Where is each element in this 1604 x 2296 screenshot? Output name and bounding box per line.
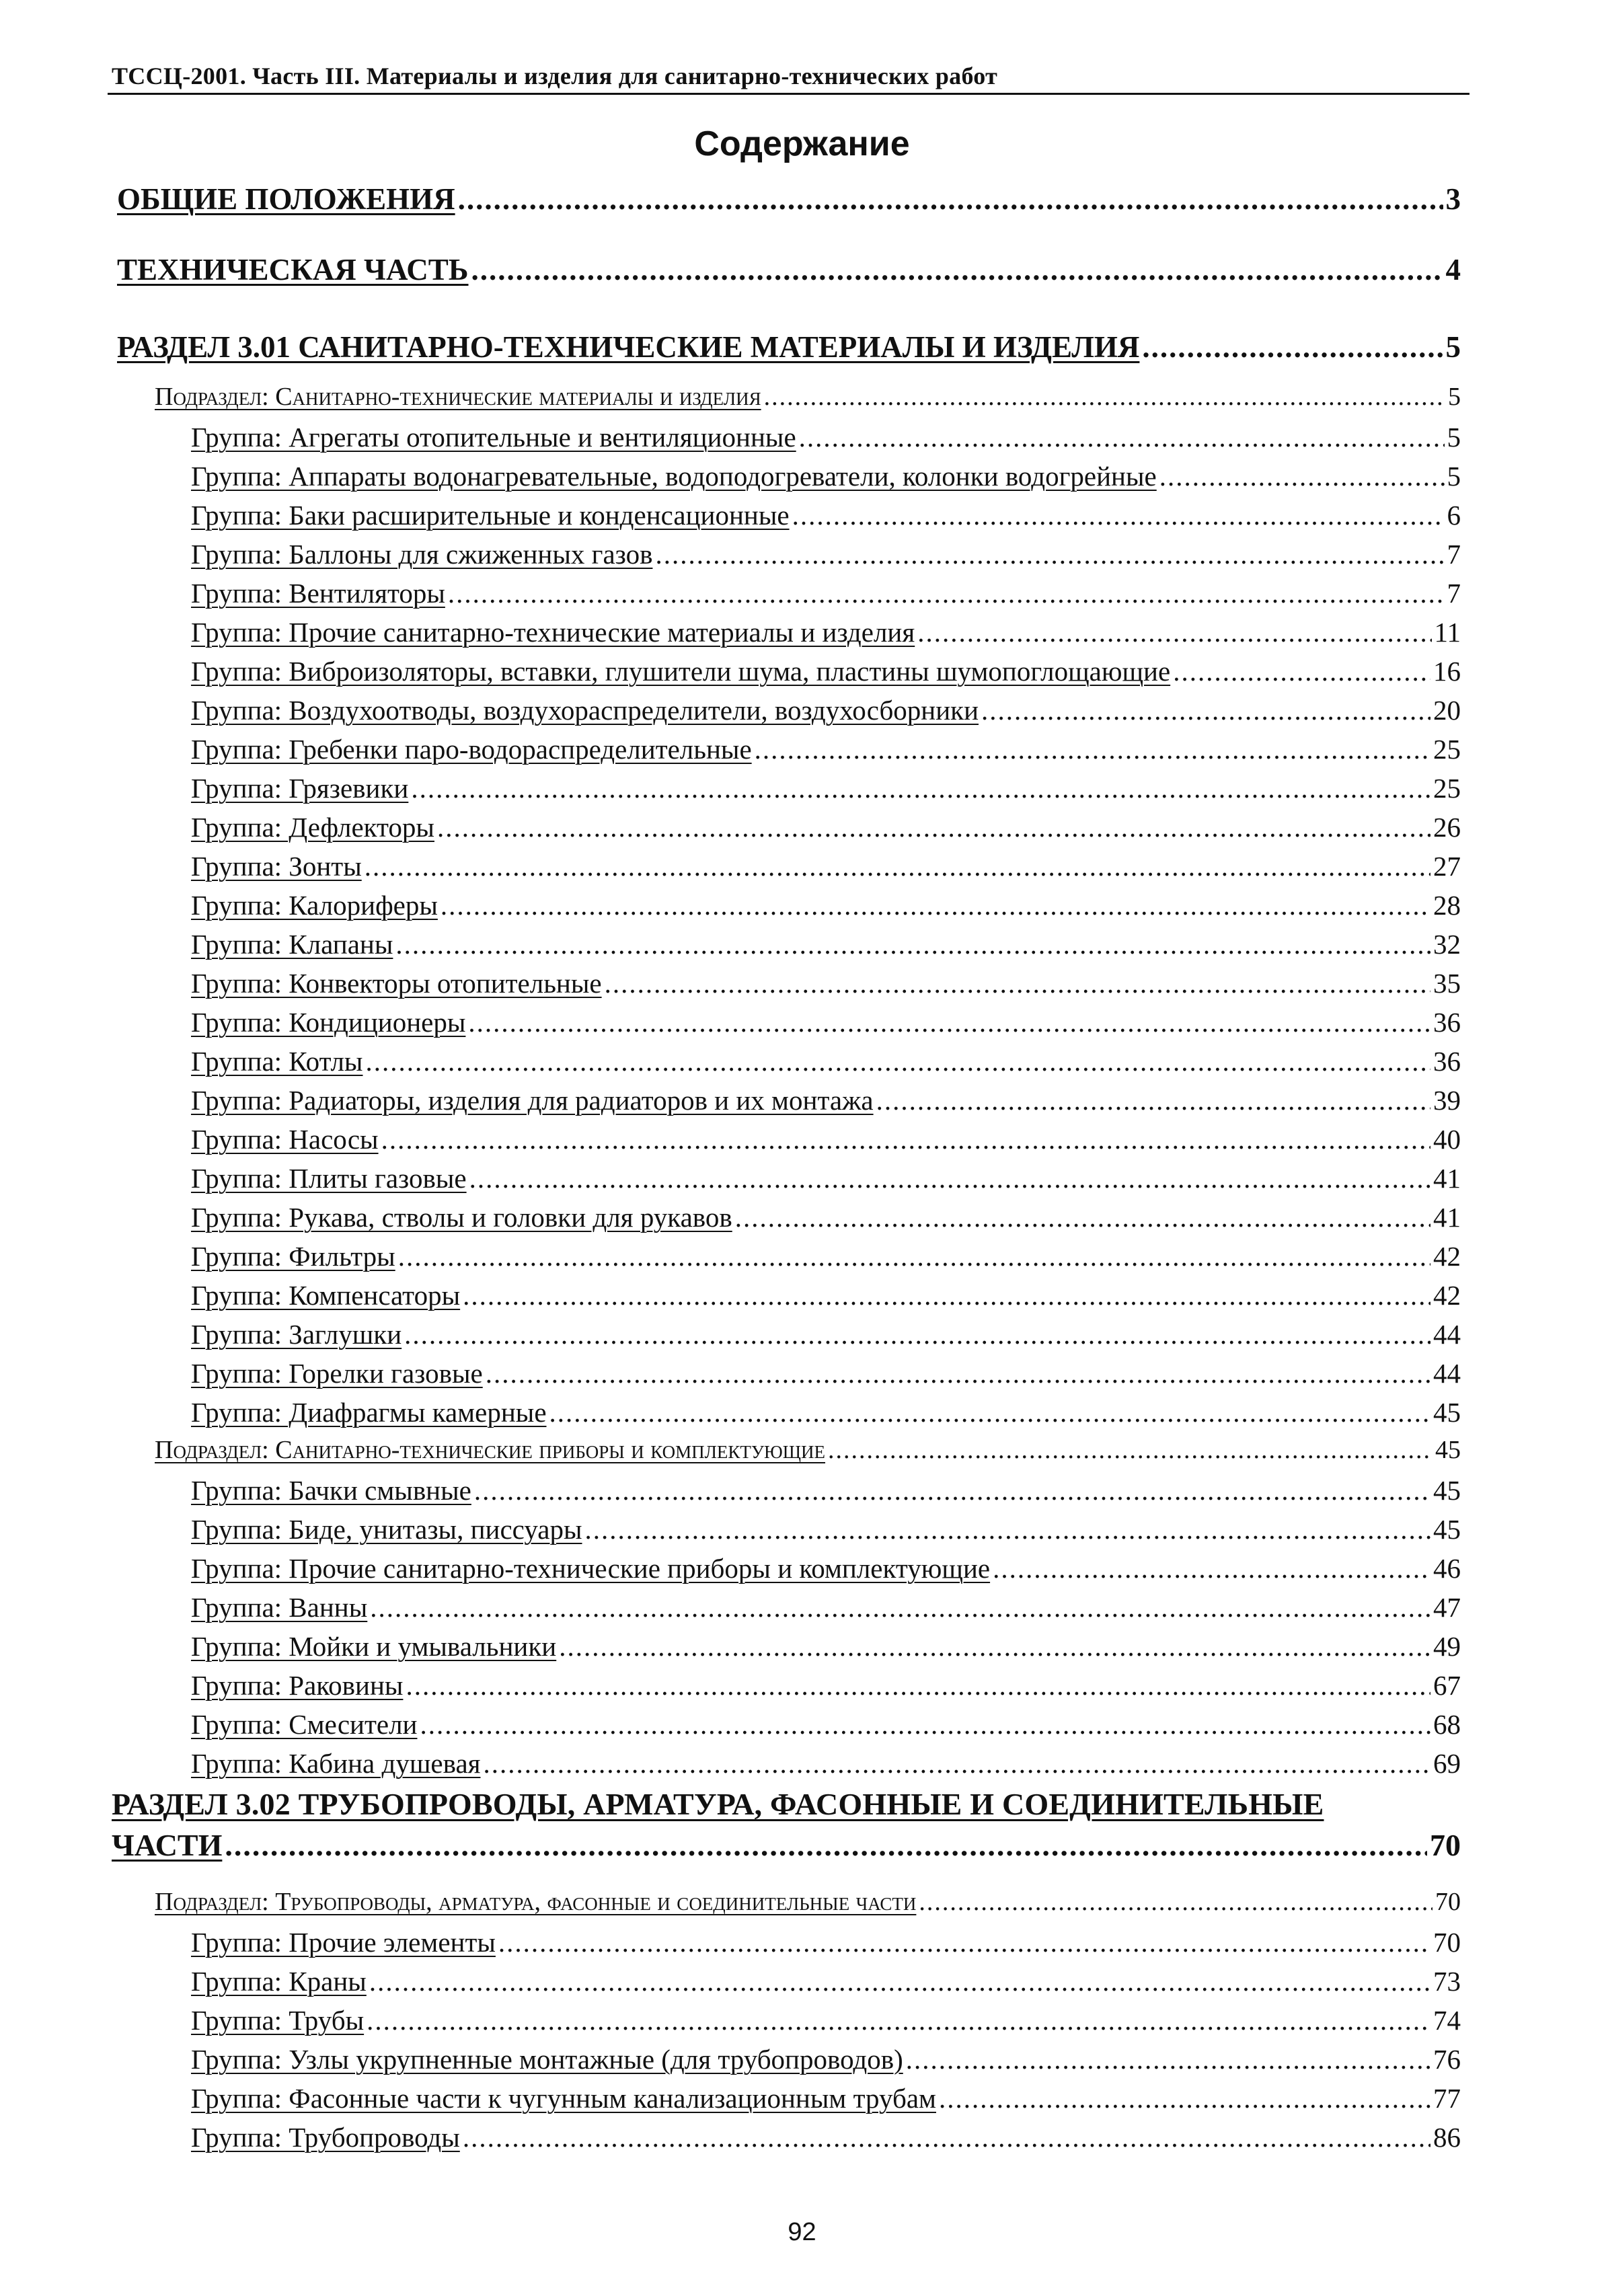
toc-group-entry[interactable] xyxy=(191,1474,1461,1506)
toc-entry-title: РАЗДЕЛ 3.02 ТРУБОПРОВОДЫ, АРМАТУРА, ФАСОННЫЕ И СОЕДИНИТЕЛЬНЫЕ xyxy=(112,1787,1324,1821)
toc-entry-title: Группа: Диафрагмы камерные xyxy=(191,1397,547,1428)
dot-leader xyxy=(498,1926,1430,1958)
toc-entry-title: Группа: Узлы укрупненные монтажные (для трубопроводов) xyxy=(191,2044,903,2075)
toc-entry-page: 27 xyxy=(1433,851,1461,882)
toc-entry-title: Группа: Горелки газовые xyxy=(191,1358,483,1389)
toc-group-entry[interactable] xyxy=(191,1318,1461,1350)
toc-group-entry[interactable] xyxy=(191,1006,1461,1038)
toc-group-entry[interactable] xyxy=(191,421,1461,453)
toc-entry-page: 11 xyxy=(1434,617,1461,648)
toc-entry-title: Группа: Прочие санитарно-технические материалы и изделия xyxy=(191,617,915,648)
dot-leader xyxy=(559,1630,1430,1662)
toc-entry-page: 35 xyxy=(1433,968,1461,999)
toc-entry-title: Группа: Плиты газовые xyxy=(191,1163,467,1194)
dot-leader xyxy=(919,1887,1433,1917)
toc-entry-page: 45 xyxy=(1433,1397,1461,1428)
dot-leader xyxy=(939,2082,1430,2114)
toc-entry-page: 36 xyxy=(1433,1046,1461,1077)
dot-leader xyxy=(735,1201,1430,1233)
toc-entry-title-continued: ЧАСТИ xyxy=(112,1828,223,1862)
toc-entry-title: Группа: Трубы xyxy=(191,2005,365,2036)
dot-leader xyxy=(369,1965,1430,1997)
toc-entry-title: Группа: Краны xyxy=(191,1966,367,1997)
toc-entry-title: Подраздел: Санитарно-технические материалы и изделия xyxy=(155,383,761,411)
toc-group-entry[interactable] xyxy=(191,1630,1461,1662)
dot-leader xyxy=(448,577,1445,609)
dot-leader xyxy=(471,252,1443,287)
toc-entry-page: 74 xyxy=(1433,2005,1461,2036)
dot-leader xyxy=(370,1591,1430,1623)
toc-entry-title: Группа: Биде, унитазы, писсуары xyxy=(191,1514,582,1545)
dot-leader xyxy=(993,1552,1430,1584)
dot-leader xyxy=(458,182,1443,217)
dot-leader xyxy=(365,1045,1430,1077)
toc-group-entry[interactable] xyxy=(191,1357,1461,1389)
toc-entry-page: 4 xyxy=(1445,253,1461,286)
toc-entry-page: 45 xyxy=(1433,1514,1461,1545)
toc-entry-page: 70 xyxy=(1433,1927,1461,1958)
toc-group-entry[interactable] xyxy=(191,1240,1461,1272)
dot-leader xyxy=(906,2043,1430,2075)
toc-entry-page: 46 xyxy=(1433,1553,1461,1584)
toc-entry-page: 5 xyxy=(1447,461,1461,492)
toc-entry-page: 28 xyxy=(1433,890,1461,921)
toc-entry-page: 5 xyxy=(1447,422,1461,453)
toc-group-entry[interactable] xyxy=(191,1513,1461,1545)
toc-group-entry[interactable] xyxy=(191,889,1461,921)
toc-entry-page: 77 xyxy=(1433,2083,1461,2114)
toc-entry-page: 25 xyxy=(1433,773,1461,804)
dot-leader xyxy=(1142,330,1443,365)
dot-leader xyxy=(828,1435,1433,1465)
toc-group-entry[interactable] xyxy=(191,1926,1461,1958)
toc-group-entry[interactable] xyxy=(191,811,1461,843)
toc-section-entry[interactable] xyxy=(117,182,1461,217)
toc-entry-page: 42 xyxy=(1433,1241,1461,1272)
toc-entry-page: 47 xyxy=(1433,1592,1461,1623)
toc-entry-title: Группа: Бачки смывные xyxy=(191,1475,471,1506)
toc-entry-title: Группа: Аппараты водонагревательные, водоподогреватели, колонки водогрейные xyxy=(191,461,1157,492)
toc-entry-page: 5 xyxy=(1448,383,1461,411)
dot-leader xyxy=(420,1708,1430,1740)
toc-entry-title: Подраздел: Санитарно-технические приборы и комплектующие xyxy=(155,1436,826,1464)
toc-entry-title: Группа: Прочие элементы xyxy=(191,1927,496,1958)
toc-entry-page: 45 xyxy=(1435,1436,1461,1464)
dot-leader xyxy=(486,1357,1430,1389)
toc-entry-page: 70 xyxy=(1430,1828,1461,1862)
toc-entry-page: 6 xyxy=(1447,500,1461,531)
toc-group-entry[interactable] xyxy=(191,2082,1461,2114)
toc-entry-page: 7 xyxy=(1447,539,1461,570)
toc-group-entry[interactable] xyxy=(191,928,1461,960)
dot-leader xyxy=(406,1669,1430,1701)
toc-entry-page: 45 xyxy=(1433,1475,1461,1506)
dot-leader xyxy=(1159,460,1445,492)
dot-leader xyxy=(605,967,1430,999)
toc-section-entry[interactable] xyxy=(117,330,1461,365)
toc-subsection-entry[interactable] xyxy=(155,1887,1461,1917)
dot-leader xyxy=(585,1513,1430,1545)
dot-leader xyxy=(365,850,1430,882)
toc-entry-page: 76 xyxy=(1433,2044,1461,2075)
toc-entry-title: Группа: Трубопроводы xyxy=(191,2122,460,2153)
toc-entry-page: 67 xyxy=(1433,1670,1461,1701)
dot-leader xyxy=(381,1123,1430,1155)
toc-entry-title: Группа: Насосы xyxy=(191,1124,379,1155)
toc-group-entry[interactable] xyxy=(191,850,1461,882)
toc-entry-title: Группа: Вентиляторы xyxy=(191,578,445,609)
dot-leader xyxy=(441,889,1430,921)
dot-leader xyxy=(549,1396,1430,1428)
dot-leader xyxy=(484,1747,1431,1780)
toc-group-entry[interactable] xyxy=(191,1708,1461,1740)
dot-leader xyxy=(655,538,1444,570)
toc-entry-page: 70 xyxy=(1435,1888,1461,1916)
toc-group-entry[interactable] xyxy=(191,1591,1461,1623)
dot-leader xyxy=(411,772,1430,804)
toc-group-entry[interactable] xyxy=(191,1669,1461,1701)
toc-group-entry[interactable] xyxy=(191,1279,1461,1311)
toc-entry-page: 42 xyxy=(1433,1280,1461,1311)
toc-entry-title: ТЕХНИЧЕСКАЯ ЧАСТЬ xyxy=(117,253,469,286)
toc-entry-page: 49 xyxy=(1433,1631,1461,1662)
toc-entry-title: Группа: Кабина душевая xyxy=(191,1748,481,1779)
toc-group-entry[interactable] xyxy=(191,694,1461,726)
toc-entry-page: 16 xyxy=(1433,656,1461,687)
toc-group-entry[interactable] xyxy=(191,2043,1461,2075)
toc-group-entry[interactable] xyxy=(191,1045,1461,1077)
toc-entry-title: Группа: Клапаны xyxy=(191,929,393,960)
toc-entry-title: Группа: Баллоны для сжиженных газов xyxy=(191,539,653,570)
dot-leader xyxy=(792,499,1445,531)
toc-entry-title: Группа: Радиаторы, изделия для радиаторов и их монтажа xyxy=(191,1085,874,1116)
toc-entry-page: 86 xyxy=(1433,2122,1461,2153)
toc-entry-title: Группа: Ванны xyxy=(191,1592,368,1623)
toc-entry-page: 20 xyxy=(1433,695,1461,726)
dot-leader xyxy=(398,1240,1430,1272)
dot-leader xyxy=(367,2004,1430,2036)
dot-leader xyxy=(468,1006,1430,1038)
toc-group-entry[interactable] xyxy=(191,1396,1461,1428)
toc-entry-title: Группа: Зонты xyxy=(191,851,362,882)
toc-group-entry[interactable] xyxy=(191,1084,1461,1116)
toc-entry-title: Группа: Фильтры xyxy=(191,1241,395,1272)
toc-entry-page: 41 xyxy=(1433,1163,1461,1194)
toc-entry-title: Группа: Кондиционеры xyxy=(191,1007,466,1038)
toc-entry-page: 3 xyxy=(1445,182,1461,216)
toc-entry-title: Группа: Калориферы xyxy=(191,890,438,921)
dot-leader xyxy=(981,694,1430,726)
toc-entry-page: 32 xyxy=(1433,929,1461,960)
toc-entry-title: Группа: Виброизоляторы, вставки, глушители шума, пластины шумопоглощающие xyxy=(191,656,1171,687)
dot-leader xyxy=(463,1279,1430,1311)
toc-entry-title: Группа: Заглушки xyxy=(191,1319,402,1350)
toc-group-entry[interactable] xyxy=(191,967,1461,999)
toc-section-entry[interactable] xyxy=(117,252,1461,287)
page-title: Содержание xyxy=(694,124,910,163)
toc-entry-page: 40 xyxy=(1433,1124,1461,1155)
dot-leader xyxy=(474,1474,1430,1506)
toc-group-entry[interactable] xyxy=(191,1123,1461,1155)
dot-leader xyxy=(764,382,1445,412)
toc-group-entry[interactable] xyxy=(191,1201,1461,1233)
toc-entry-title: Группа: Компенсаторы xyxy=(191,1280,461,1311)
toc-group-entry[interactable] xyxy=(191,1747,1461,1780)
toc-entry-title: Группа: Мойки и умывальники xyxy=(191,1631,557,1662)
toc-group-entry[interactable] xyxy=(191,538,1461,570)
toc-entry-page: 73 xyxy=(1433,1966,1461,1997)
toc-entry-title: Группа: Фасонные части к чугунным канализационным трубам xyxy=(191,2083,936,2114)
toc-entry-page: 44 xyxy=(1433,1358,1461,1389)
toc-entry-title: Группа: Дефлекторы xyxy=(191,812,434,843)
dot-leader xyxy=(799,421,1445,453)
toc-entry-title: Группа: Воздухоотводы, воздухораспределители, воздухосборники xyxy=(191,695,979,726)
toc-entry-title: Подраздел: Трубопроводы, арматура, фасонные и соединительные части xyxy=(155,1888,917,1916)
toc-entry-page: 69 xyxy=(1433,1748,1461,1779)
dot-leader xyxy=(225,1827,1427,1863)
toc-entry-title: РАЗДЕЛ 3.01 САНИТАРНО-ТЕХНИЧЕСКИЕ МАТЕРИАЛЫ И ИЗДЕЛИЯ xyxy=(117,330,1140,364)
toc-entry-title: Группа: Котлы xyxy=(191,1046,363,1077)
toc-group-entry[interactable] xyxy=(191,1552,1461,1584)
toc-group-entry[interactable] xyxy=(191,1162,1461,1194)
toc-entry-title: Группа: Раковины xyxy=(191,1670,404,1701)
toc-group-entry[interactable] xyxy=(191,616,1461,648)
toc-section-entry[interactable] xyxy=(112,1786,1461,1863)
toc-entry-title: Группа: Прочие санитарно-технические приборы и комплектующие xyxy=(191,1553,991,1584)
toc-group-entry[interactable] xyxy=(191,1965,1461,1997)
toc-entry-page: 39 xyxy=(1433,1085,1461,1116)
toc-entry-title: Группа: Грязевики xyxy=(191,773,409,804)
toc-entry-line xyxy=(112,1827,1461,1863)
toc-entry-title: ОБЩИЕ ПОЛОЖЕНИЯ xyxy=(117,182,455,216)
toc-entry-page: 26 xyxy=(1433,812,1461,843)
toc-group-entry[interactable] xyxy=(191,655,1461,687)
toc-entry-page: 7 xyxy=(1447,578,1461,609)
toc-group-entry[interactable] xyxy=(191,499,1461,531)
toc-group-entry[interactable] xyxy=(191,733,1461,765)
toc-entry-page: 36 xyxy=(1433,1007,1461,1038)
running-header: ТССЦ-2001. Часть III. Материалы и изделия для санитарно-технических работ xyxy=(112,63,998,89)
dot-leader xyxy=(917,616,1431,648)
dot-leader xyxy=(404,1318,1430,1350)
toc-entry-page: 68 xyxy=(1433,1709,1461,1740)
toc-entry-title: Группа: Гребенки паро-водораспределительные xyxy=(191,734,752,765)
toc-group-entry[interactable] xyxy=(191,772,1461,804)
toc-entry-page: 5 xyxy=(1445,330,1461,364)
toc-subsection-entry[interactable] xyxy=(155,1435,1461,1465)
toc-entry-page: 44 xyxy=(1433,1319,1461,1350)
toc-group-entry[interactable] xyxy=(191,2004,1461,2036)
dot-leader xyxy=(876,1084,1430,1116)
dot-leader xyxy=(463,2121,1430,2153)
toc-entry-title: Группа: Смесители xyxy=(191,1709,418,1740)
toc-entry-title: Группа: Агрегаты отопительные и вентиляционные xyxy=(191,422,796,453)
page-number: 92 xyxy=(788,2218,816,2246)
toc-subsection-entry[interactable] xyxy=(155,382,1461,412)
toc-group-entry[interactable] xyxy=(191,577,1461,609)
toc-group-entry[interactable] xyxy=(191,460,1461,492)
toc-entry-title: Группа: Баки расширительные и конденсационные xyxy=(191,500,790,531)
dot-leader xyxy=(437,811,1430,843)
dot-leader xyxy=(755,733,1430,765)
dot-leader xyxy=(469,1162,1430,1194)
toc-entry-title: Группа: Рукава, стволы и головки для рукавов xyxy=(191,1202,732,1233)
toc-entry-page: 41 xyxy=(1433,1202,1461,1233)
dot-leader xyxy=(395,928,1430,960)
toc-entry-title: Группа: Конвекторы отопительные xyxy=(191,968,602,999)
toc-entry-page: 25 xyxy=(1433,734,1461,765)
dot-leader xyxy=(1173,655,1430,687)
toc-group-entry[interactable] xyxy=(191,2121,1461,2153)
